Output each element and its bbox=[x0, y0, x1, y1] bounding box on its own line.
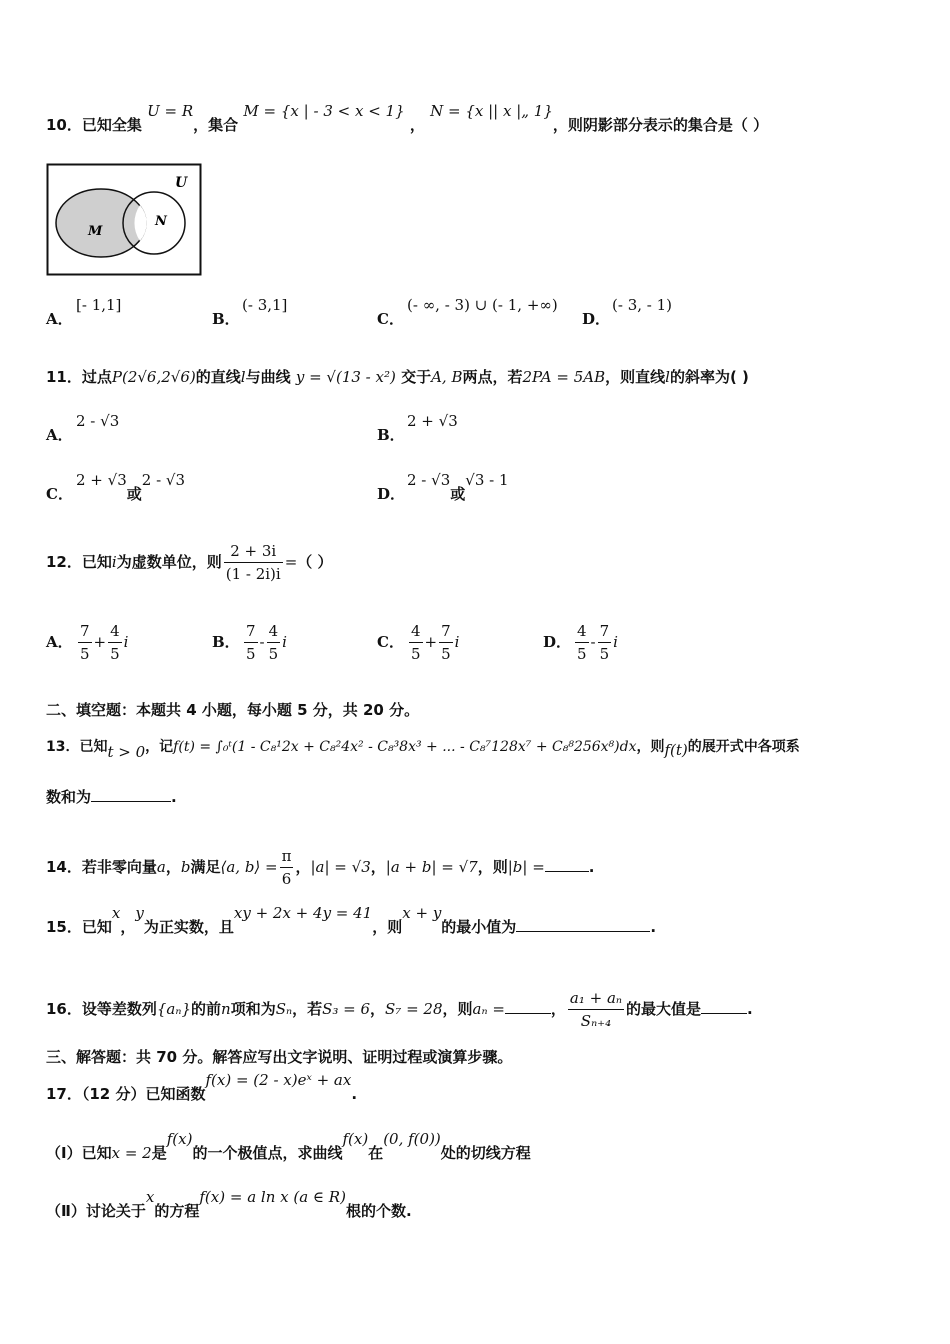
denominator: 5 bbox=[439, 642, 453, 665]
q15-end: . bbox=[650, 918, 657, 936]
q10-number: 10． bbox=[46, 116, 82, 134]
imag-unit: i bbox=[454, 633, 460, 651]
q17-function: f(x) = (2 - x)eˣ + ax bbox=[205, 1071, 352, 1089]
q17-p1-text-4: 处的切线方程 bbox=[440, 1144, 531, 1162]
fraction-denominator: (1 - 2i)i bbox=[224, 562, 283, 585]
q13-answer-blank[interactable] bbox=[91, 801, 171, 802]
q17-p2-text-2: 根的个数. bbox=[345, 1202, 412, 1220]
question-10 bbox=[46, 102, 769, 136]
q16-number: 16． bbox=[46, 1000, 82, 1018]
imag-unit: i bbox=[123, 633, 129, 651]
q17-p1-condition: x = 2 bbox=[111, 1144, 152, 1162]
q17-p1-fx: f(x) bbox=[342, 1130, 369, 1148]
q15-answer-blank[interactable] bbox=[516, 931, 650, 932]
option-or: 或 bbox=[450, 485, 466, 503]
q10-set-n: N = {x || x |„ 1} bbox=[430, 102, 553, 120]
q16-text-4: ，若 bbox=[292, 1000, 323, 1018]
q13-text-2: ，记 bbox=[145, 739, 174, 755]
denominator: 5 bbox=[409, 642, 423, 665]
q14-pi-fraction bbox=[280, 845, 294, 890]
q14-condition-1: |a| = √3 bbox=[310, 858, 371, 876]
q10-set-m: M = {x | - 3 < x < 1} bbox=[243, 102, 405, 120]
denominator: Sₙ₊₄ bbox=[568, 1009, 624, 1032]
numerator: 7 bbox=[246, 622, 256, 640]
q16-text-2: 的前 bbox=[191, 1000, 222, 1018]
q11-option-b bbox=[377, 412, 458, 446]
frac-2 bbox=[108, 620, 122, 665]
q10-option-c bbox=[377, 296, 558, 330]
q10-option-d bbox=[582, 296, 672, 330]
venn-label-u: U bbox=[175, 175, 188, 191]
frac-2 bbox=[598, 620, 612, 665]
q14-text-1: 若非零向量 bbox=[81, 858, 157, 876]
option-label: A． bbox=[46, 310, 73, 328]
q11-text-3: 与曲线 bbox=[245, 368, 291, 386]
set-m-ellipse bbox=[56, 189, 146, 257]
q16-text-6: 的最大值是 bbox=[626, 1000, 702, 1018]
numerator: a₁ + aₙ bbox=[569, 989, 622, 1007]
q15-expression: x + y bbox=[402, 904, 442, 922]
question-17 bbox=[46, 1071, 358, 1105]
option-label: A． bbox=[46, 633, 73, 651]
q11-option-a bbox=[46, 412, 120, 446]
option-value: (- 3, - 1) bbox=[612, 296, 672, 314]
numerator: 7 bbox=[599, 622, 610, 640]
section-3-heading: 三、解答题：共 70 分。解答应写出文字说明、证明过程或演算步骤。 bbox=[46, 1048, 513, 1066]
option-value: 2 + √3 bbox=[76, 471, 127, 489]
q17-heading: 17．（12 分）已知函数 bbox=[46, 1085, 206, 1103]
venn-diagram bbox=[46, 163, 204, 278]
q10-separator: ， bbox=[409, 116, 425, 134]
numerator: π bbox=[281, 847, 292, 865]
q11-text-7: 的斜率为( ) bbox=[669, 368, 749, 386]
operator: - bbox=[590, 633, 596, 651]
imag-unit: i bbox=[613, 633, 618, 651]
imag-unit: i bbox=[282, 633, 287, 651]
q12-option-b bbox=[212, 620, 287, 665]
frac-1 bbox=[575, 620, 589, 665]
section-2-heading: 二、填空题：本题共 4 小题，每小题 5 分，共 20 分。 bbox=[46, 701, 420, 719]
q14-answer-blank[interactable] bbox=[545, 871, 589, 872]
q16-text-3: 项和为 bbox=[230, 1000, 276, 1018]
option-or: 或 bbox=[126, 485, 142, 503]
option-label: C． bbox=[377, 633, 404, 651]
option-value: 2 - √3 bbox=[76, 412, 120, 430]
q11-text-6: ，则直线 bbox=[605, 368, 666, 386]
option-value: (- ∞, - 3) ∪ (- 1, +∞) bbox=[407, 296, 558, 314]
q11-point-p: P(2√6,2√6) bbox=[111, 368, 196, 386]
option-label: D． bbox=[377, 485, 406, 503]
q12-option-a bbox=[46, 620, 128, 665]
q17-p1-label: （Ⅰ）已知 bbox=[46, 1144, 112, 1162]
q11-condition: 2PA = 5AB bbox=[522, 368, 606, 386]
question-17-part-2 bbox=[46, 1188, 412, 1222]
q11-line-l: l bbox=[665, 368, 670, 386]
option-value: 2 - √3 bbox=[141, 471, 186, 489]
q11-text-5: 两点，若 bbox=[462, 368, 523, 386]
q13-ft: f(t) bbox=[664, 741, 688, 759]
q11-option-d bbox=[377, 471, 509, 505]
q15-text-1: 已知 bbox=[81, 918, 112, 936]
frac-1 bbox=[244, 620, 258, 665]
operator: - bbox=[259, 633, 265, 651]
q16-var-n: n bbox=[221, 1000, 231, 1018]
q13-end: . bbox=[171, 788, 177, 806]
frac-2 bbox=[439, 620, 453, 665]
q10-option-b bbox=[212, 296, 288, 330]
denominator: 5 bbox=[598, 642, 612, 665]
q14-angle: ⟨a, b⟩ = bbox=[220, 858, 278, 876]
option-value: 2 - √3 bbox=[407, 471, 451, 489]
q14-number: 14． bbox=[46, 858, 82, 876]
fraction-numerator: 2 + 3i bbox=[230, 542, 277, 560]
venn-label-n: N bbox=[155, 214, 167, 229]
option-label: C． bbox=[377, 310, 404, 328]
denominator: 5 bbox=[267, 642, 281, 665]
question-13 bbox=[46, 735, 800, 761]
q13-text-1: 已知 bbox=[79, 739, 108, 755]
q17-p2-label: （Ⅱ）讨论关于 bbox=[46, 1202, 146, 1220]
option-value: 2 + √3 bbox=[407, 412, 458, 430]
q15-text-4: 的最小值为 bbox=[441, 918, 517, 936]
option-label: B． bbox=[212, 633, 240, 651]
q10-text-1: 已知全集 bbox=[81, 116, 142, 134]
q12-imag-unit: i bbox=[111, 553, 117, 571]
q15-var-x: x bbox=[111, 904, 121, 922]
q13-integral: f(t) = ∫₀ᵗ(1 - C₈¹2x + C₈²4x² - C₈³8x³ + ... - C₈⁷128x⁷ + C₈⁸256x⁸)dx bbox=[173, 739, 637, 755]
q17-p1-text-2: 的一个极值点，求曲线 bbox=[192, 1144, 343, 1162]
q10-universal-set: U = R bbox=[147, 102, 194, 120]
q11-line-l: l bbox=[240, 368, 246, 386]
q15-text-2: 为正实数，且 bbox=[143, 918, 234, 936]
q11-points-ab: A, B bbox=[431, 368, 463, 386]
q13-text-4: 的展开式中各项系 bbox=[687, 739, 800, 755]
question-15: 15．已知x，y为正实数，且xy + 2x + 4y = 41，则x + y的最小值为 . bbox=[46, 904, 657, 936]
q16-sum: Sₙ bbox=[275, 1000, 293, 1018]
q14-end: . bbox=[588, 858, 595, 876]
q14-answer-expr: |b| = bbox=[507, 858, 545, 876]
q14-text-2: 满足 bbox=[190, 858, 221, 876]
question-13-cont bbox=[46, 786, 177, 808]
q10-text-3: ，则阴影部分表示的集合是（ ） bbox=[552, 116, 769, 134]
operator: + bbox=[424, 633, 438, 651]
q12-text-3: （ ） bbox=[297, 553, 333, 571]
denominator: 5 bbox=[575, 642, 589, 665]
frac-2 bbox=[267, 620, 281, 665]
q17-p2-text-1: 的方程 bbox=[154, 1202, 200, 1220]
option-label: D． bbox=[543, 633, 572, 651]
question-12 bbox=[46, 540, 333, 585]
q17-p1-text-3: 在 bbox=[368, 1144, 384, 1162]
option-label: B． bbox=[212, 310, 240, 328]
numerator: 4 bbox=[268, 622, 279, 640]
q10-text-2: ，集合 bbox=[193, 116, 239, 134]
q12-equals: = bbox=[284, 553, 298, 571]
option-label: C． bbox=[46, 485, 73, 503]
denominator: 5 bbox=[244, 642, 258, 665]
q11-option-c bbox=[46, 471, 186, 505]
q10-option-a bbox=[46, 296, 122, 330]
q13-condition: t > 0 bbox=[107, 743, 146, 761]
option-label: A． bbox=[46, 426, 73, 444]
q14-condition-2: |a + b| = √7 bbox=[385, 858, 478, 876]
q16-end: . bbox=[747, 1000, 753, 1018]
q12-text-1: 已知 bbox=[81, 553, 112, 571]
denominator: 5 bbox=[78, 642, 92, 665]
option-label: D． bbox=[582, 310, 611, 328]
question-11 bbox=[46, 366, 749, 388]
q12-number: 12． bbox=[46, 553, 82, 571]
q15-text-3: ，则 bbox=[372, 918, 403, 936]
q15-number: 15． bbox=[46, 918, 82, 936]
q12-option-d bbox=[543, 620, 618, 665]
q17-p2-var-x: x bbox=[145, 1188, 155, 1206]
q17-end: . bbox=[351, 1085, 358, 1103]
q14-vector-a: a bbox=[156, 858, 166, 876]
q16-condition-1: S₃ = 6 bbox=[322, 1000, 371, 1018]
numerator: 4 bbox=[110, 622, 120, 640]
q17-p1-fx: f(x) bbox=[166, 1130, 193, 1148]
q13-number: 13． bbox=[46, 739, 80, 755]
option-value: (- 3,1] bbox=[242, 296, 288, 314]
numerator: 4 bbox=[411, 622, 421, 640]
q11-text-4: 交于 bbox=[401, 368, 432, 386]
q12-option-c bbox=[377, 620, 459, 665]
option-label: B． bbox=[377, 426, 405, 444]
q15-var-y: y bbox=[135, 904, 144, 922]
question-17-part-1 bbox=[46, 1130, 531, 1164]
option-value: √3 - 1 bbox=[465, 471, 509, 489]
q11-curve: y = √(13 - x²) bbox=[295, 368, 396, 386]
q16-an: aₙ = bbox=[472, 1000, 505, 1018]
operator: + bbox=[93, 633, 107, 651]
q11-text-2: 的直线 bbox=[195, 368, 241, 386]
q15-equation: xy + 2x + 4y = 41 bbox=[233, 904, 373, 922]
q17-p1-text-1: 是 bbox=[151, 1144, 167, 1162]
denominator: 5 bbox=[108, 642, 122, 665]
q14-separator: ， bbox=[165, 858, 181, 876]
q16-sequence: {aₙ} bbox=[156, 1000, 191, 1018]
q16-answer-blank-2[interactable] bbox=[701, 1013, 747, 1014]
frac-1 bbox=[78, 620, 92, 665]
q11-text-1: 过点 bbox=[81, 368, 112, 386]
q16-condition-2: S₇ = 28 bbox=[385, 1000, 443, 1018]
q16-text-5: ，则 bbox=[442, 1000, 473, 1018]
venn-label-m: M bbox=[88, 224, 103, 239]
q12-text-2: 为虚数单位，则 bbox=[116, 553, 222, 571]
q13-text-3: ，则 bbox=[636, 739, 665, 755]
q13-text-5: 数和为 bbox=[46, 788, 92, 806]
q17-p2-equation: f(x) = a ln x (a ∈ R) bbox=[199, 1188, 346, 1206]
numerator: 4 bbox=[577, 622, 587, 640]
denominator: 6 bbox=[280, 867, 294, 890]
q17-p1-point: (0, f(0)) bbox=[383, 1130, 441, 1148]
q14-text-3: ，则 bbox=[477, 858, 508, 876]
q16-answer-blank-1[interactable] bbox=[505, 1013, 551, 1014]
option-value: [- 1,1] bbox=[76, 296, 122, 314]
q16-fraction bbox=[568, 987, 624, 1032]
numerator: 7 bbox=[441, 622, 451, 640]
q12-fraction bbox=[224, 540, 283, 585]
question-16: 16．设等差数列{aₙ}的前n项和为Sₙ，若S₃ = 6，S₇ = 28，则aₙ = ， $\frac{\text{a₁ + aₙ}}{\text{Sₙ₊₄}}$ 的最大值是 . bbox=[46, 989, 753, 1030]
q11-number: 11． bbox=[46, 368, 82, 386]
frac-1 bbox=[409, 620, 423, 665]
numerator: 7 bbox=[80, 622, 90, 640]
q16-text-1: 设等差数列 bbox=[81, 1000, 157, 1018]
question-14: 14．若非零向量a，b满足⟨a, b⟩ = $\frac{\pi}{6}$ ，|a| = √3，|a + b| = √7，则|b| = . bbox=[46, 847, 595, 888]
q14-vector-b: b bbox=[180, 858, 191, 876]
